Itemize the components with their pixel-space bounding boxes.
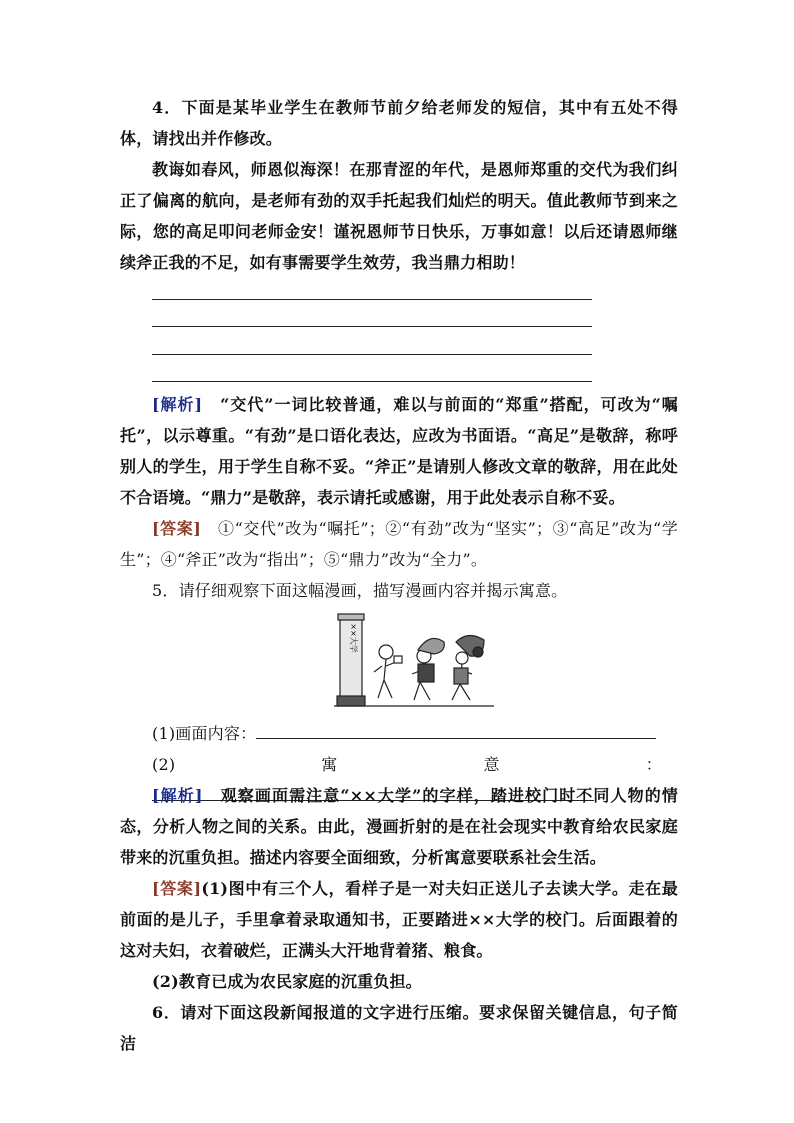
answer-tag: [答案]: [152, 519, 202, 538]
q6-prompt: 6．请对下面这段新闻报道的文字进行压缩。要求保留关键信息，句子简洁: [120, 1003, 678, 1053]
blank1-label: (1)画面内容：: [152, 724, 257, 743]
q5-analysis-text: 观察画面需注意“××大学”的字样，踏进校门时不同人物的情态，分析人物之间的关系。由此，漫画折射的是在社会现实中教育给农民家庭带来的沉重负担。描述内容要全面细致，分析寓意要联系社会生活。: [120, 786, 679, 867]
q5-analysis: [120, 780, 678, 873]
q4-analysis-text: “交代”一词比较普通，难以与前面的“郑重”搭配，可改为“嘱托”，以示尊重。“有劲”是口语化表达，应改为书面语。“高足”是敬辞，称呼别人的学生，用于学生自称不妥。“斧正”是请别人修改文章的敬辞，用在此处不合语境。“鼎力”是敬辞，表示请托或感谢，用于此处表示自称不妥。: [120, 395, 678, 507]
analysis-tag: [解析]: [152, 395, 203, 414]
answer-line-1: [152, 299, 592, 300]
answer-line-4: [152, 381, 592, 382]
q4-answer-text: ①“交代”改为“嘱托”；②“有劲”改为“坚实”；③“高足”改为“学生”；④“斧正”改为“指出”；⑤“鼎力”改为“全力”。: [120, 519, 678, 569]
q5-answer-2: (2)教育已成为农民家庭的沉重负担。: [152, 972, 422, 991]
q4-analysis: [120, 389, 678, 513]
answer-line-3: [152, 354, 592, 355]
blank1-line: [256, 722, 656, 739]
q5-answer-1: [120, 873, 678, 966]
cartoon-illustration: [334, 612, 494, 708]
analysis-tag: [解析]: [152, 786, 203, 805]
cartoon-sign: ××大学: [349, 623, 358, 653]
answer-tag: [答案]: [152, 879, 202, 898]
q5-prompt: 5．请仔细观察下面这幅漫画，描写漫画内容并揭示寓意。: [152, 581, 568, 600]
q4-answer: [120, 513, 678, 575]
blank2-label: (2)寓意：: [152, 755, 662, 774]
q4-message: 教诲如春风，师恩似海深！在那青涩的年代，是恩师郑重的交代为我们纠正了偏离的航向，是老师有劲的双手托起我们灿烂的明天。值此教师节到来之际，您的高足叩问老师金安！谨祝恩师节日快乐，万事如意！以后还请恩师继续斧正我的不足，如有事需要学生效劳，我当鼎力相助！: [120, 160, 678, 272]
q5-answer-1-text: (1)图中有三个人，看样子是一对夫妇正送儿子去读大学。走在最前面的是儿子，手里拿着录取通知书，正要踏进××大学的校门。后面跟着的这对夫妇，衣着破烂，正满头大汗地背着猪、粮食。: [120, 879, 678, 960]
q4-prompt: 4．下面是某毕业学生在教师节前夕给老师发的短信，其中有五处不得体，请找出并作修改。: [120, 98, 678, 148]
answer-line-2: [152, 326, 592, 327]
q5-blank-1: [152, 718, 662, 749]
